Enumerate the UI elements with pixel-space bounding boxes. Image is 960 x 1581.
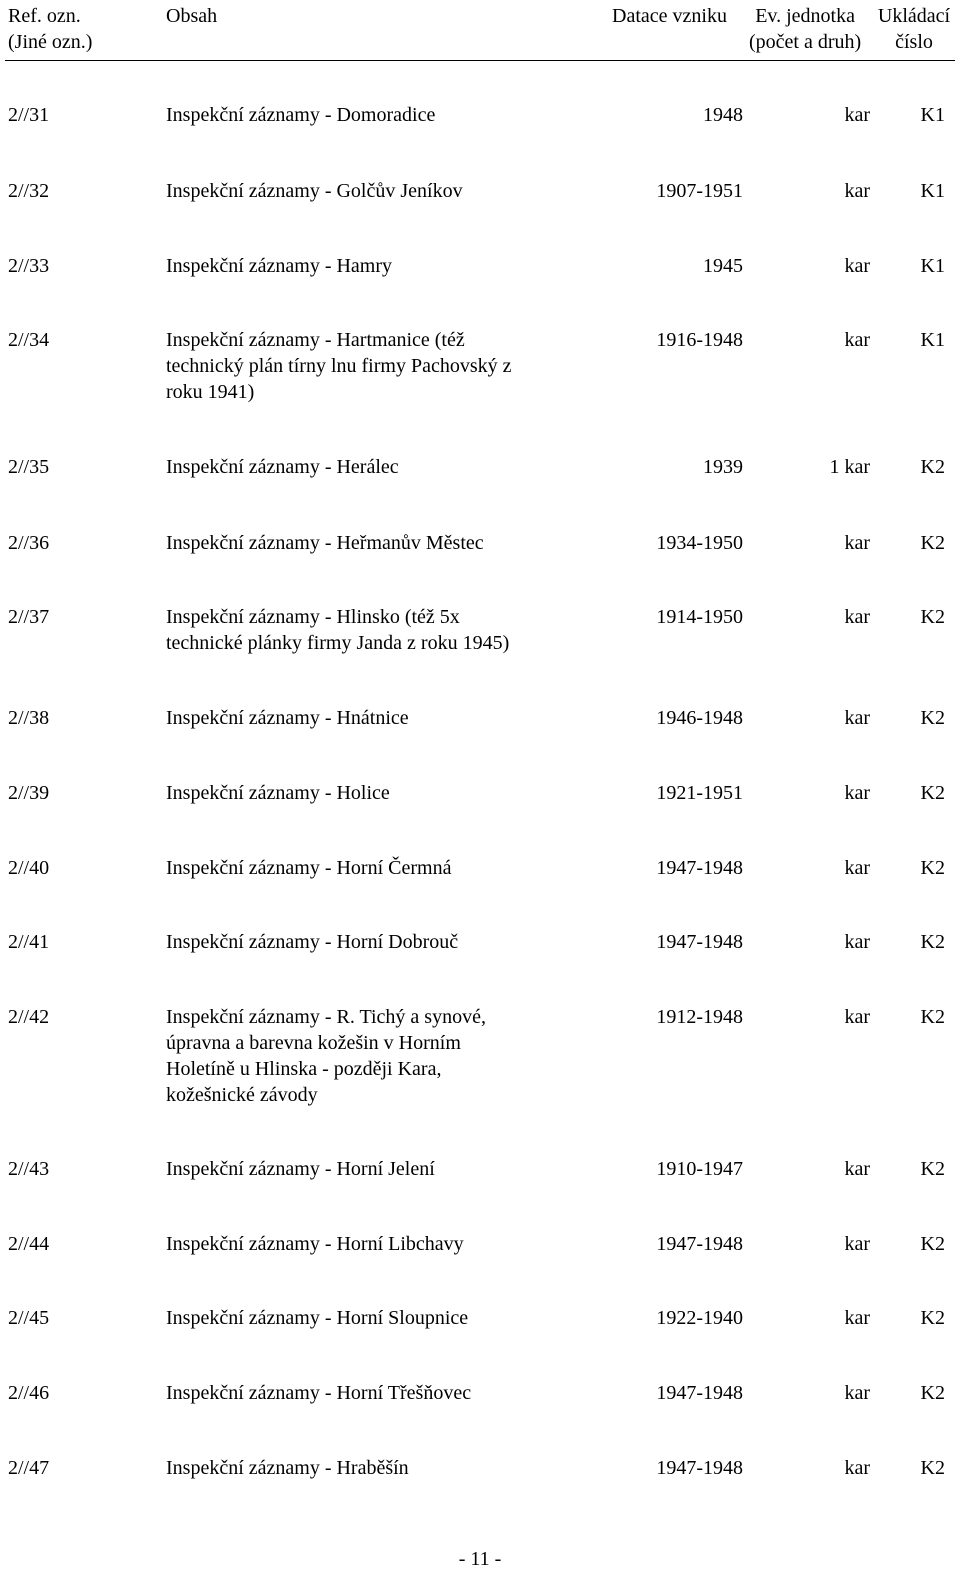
- cell-ulo: K2: [920, 1006, 945, 1028]
- cell-ulo: K2: [920, 782, 945, 804]
- cell-ev: kar: [844, 1233, 870, 1255]
- cell-datace: 1945: [703, 255, 743, 277]
- cell-ulo: K2: [920, 931, 945, 953]
- cell-datace: 1948: [703, 104, 743, 126]
- cell-ulo: K2: [920, 1158, 945, 1180]
- cell-ev: kar: [844, 329, 870, 351]
- cell-ref: 2//43: [8, 1158, 50, 1180]
- cell-ulo: K2: [920, 857, 945, 879]
- cell-datace: 1946-1948: [656, 707, 743, 729]
- cell-ev: kar: [844, 1307, 870, 1329]
- cell-ref: 2//40: [8, 857, 50, 879]
- cell-ev: kar: [844, 782, 870, 804]
- cell-datace: 1947-1948: [656, 857, 743, 879]
- cell-obsah: Inspekční záznamy - Domoradice: [166, 104, 436, 126]
- cell-datace: 1912-1948: [656, 1006, 743, 1028]
- cell-ev: kar: [844, 255, 870, 277]
- cell-ulo: K2: [920, 456, 945, 478]
- cell-obsah: Inspekční záznamy - Horní Dobrouč: [166, 931, 459, 953]
- cell-ref: 2//32: [8, 180, 50, 202]
- cell-obsah: Inspekční záznamy - Horní Sloupnice: [166, 1307, 469, 1329]
- header-ref-line2: (Jiné ozn.): [8, 31, 93, 53]
- cell-obsah: Inspekční záznamy - Hamry: [166, 255, 393, 277]
- cell-ref: 2//36: [8, 532, 50, 554]
- header-ev-line1: Ev. jednotka: [755, 5, 855, 27]
- cell-ref: 2//35: [8, 456, 50, 478]
- cell-ref: 2//34: [8, 329, 50, 351]
- header-ref-line1: Ref. ozn.: [8, 5, 81, 27]
- cell-ev: kar: [844, 931, 870, 953]
- cell-datace: 1947-1948: [656, 1457, 743, 1479]
- header-ulo-line1: Ukládací: [877, 5, 951, 27]
- cell-ref: 2//31: [8, 104, 50, 126]
- cell-ev: kar: [844, 1457, 870, 1479]
- cell-obsah: Inspekční záznamy - Horní Třešňovec: [166, 1382, 472, 1404]
- cell-obsah: Inspekční záznamy - Heřmanův Městec: [166, 532, 484, 554]
- cell-obsah: Inspekční záznamy - Holice: [166, 782, 390, 804]
- cell-ref: 2//46: [8, 1382, 50, 1404]
- cell-obsah: Inspekční záznamy - Horní Jelení: [166, 1158, 435, 1180]
- cell-ulo: K1: [920, 180, 945, 202]
- header-datace: Datace vzniku: [612, 5, 727, 27]
- header-obsah: Obsah: [166, 5, 218, 27]
- cell-datace: 1947-1948: [656, 931, 743, 953]
- cell-obsah: Inspekční záznamy - Hnátnice: [166, 707, 409, 729]
- cell-ev: kar: [844, 606, 870, 628]
- header-divider: [5, 60, 955, 61]
- cell-ev: kar: [844, 1158, 870, 1180]
- cell-datace: 1907-1951: [656, 180, 743, 202]
- cell-datace: 1916-1948: [656, 329, 743, 351]
- cell-ev: kar: [844, 104, 870, 126]
- cell-obsah: Inspekční záznamy - Herálec: [166, 456, 399, 478]
- cell-obsah: Inspekční záznamy - Hraběšín: [166, 1457, 409, 1479]
- cell-ev: kar: [844, 1006, 870, 1028]
- cell-ulo: K2: [920, 1382, 945, 1404]
- page-number: - 11 -: [458, 1548, 502, 1570]
- cell-ulo: K2: [920, 532, 945, 554]
- header-ev-line2: (počet a druh): [749, 31, 862, 53]
- header-ulo: [873, 3, 955, 55]
- cell-obsah: Inspekční záznamy - Hartmanice (též technický plán tírny lnu firmy Pachovský z roku 1941): [166, 329, 512, 403]
- cell-datace: 1921-1951: [656, 782, 743, 804]
- cell-ref: 2//45: [8, 1307, 50, 1329]
- cell-obsah: Inspekční záznamy - Hlinsko (též 5x technické plánky firmy Janda z roku 1945): [166, 606, 510, 654]
- cell-ref: 2//37: [8, 606, 50, 628]
- cell-ulo: K1: [920, 329, 945, 351]
- cell-ulo: K2: [920, 1233, 945, 1255]
- cell-ulo: K2: [920, 1457, 945, 1479]
- cell-ev: kar: [844, 532, 870, 554]
- cell-ulo: K2: [920, 707, 945, 729]
- cell-datace: 1947-1948: [656, 1233, 743, 1255]
- cell-ev: kar: [844, 707, 870, 729]
- cell-obsah: Inspekční záznamy - R. Tichý a synové, úpravna a barevna kožešin v Horním Holetíně u Hlinska - později Kara, kožešnické závody: [166, 1006, 486, 1106]
- cell-ulo: K1: [920, 104, 945, 126]
- cell-obsah: Inspekční záznamy - Horní Čermná: [166, 857, 452, 879]
- cell-datace: 1939: [703, 456, 743, 478]
- cell-ref: 2//42: [8, 1006, 50, 1028]
- cell-ev: 1 kar: [829, 456, 870, 478]
- cell-ev: kar: [844, 180, 870, 202]
- header-ulo-line2: číslo: [895, 31, 933, 53]
- cell-obsah: Inspekční záznamy - Horní Libchavy: [166, 1233, 464, 1255]
- table-header: [0, 0, 960, 56]
- cell-datace: 1914-1950: [656, 606, 743, 628]
- cell-datace: 1910-1947: [656, 1158, 743, 1180]
- cell-datace: 1934-1950: [656, 532, 743, 554]
- cell-ref: 2//47: [8, 1457, 50, 1479]
- cell-ref: 2//44: [8, 1233, 50, 1255]
- cell-ev: kar: [844, 857, 870, 879]
- cell-datace: 1922-1940: [656, 1307, 743, 1329]
- header-ref: [8, 3, 92, 55]
- cell-ref: 2//41: [8, 931, 50, 953]
- cell-ulo: K2: [920, 1307, 945, 1329]
- cell-ulo: K1: [920, 255, 945, 277]
- cell-ref: 2//33: [8, 255, 50, 277]
- cell-ev: kar: [844, 1382, 870, 1404]
- cell-ulo: K2: [920, 606, 945, 628]
- cell-ref: 2//39: [8, 782, 50, 804]
- cell-ref: 2//38: [8, 707, 50, 729]
- cell-datace: 1947-1948: [656, 1382, 743, 1404]
- header-ev: [749, 3, 861, 55]
- cell-obsah: Inspekční záznamy - Golčův Jeníkov: [166, 180, 463, 202]
